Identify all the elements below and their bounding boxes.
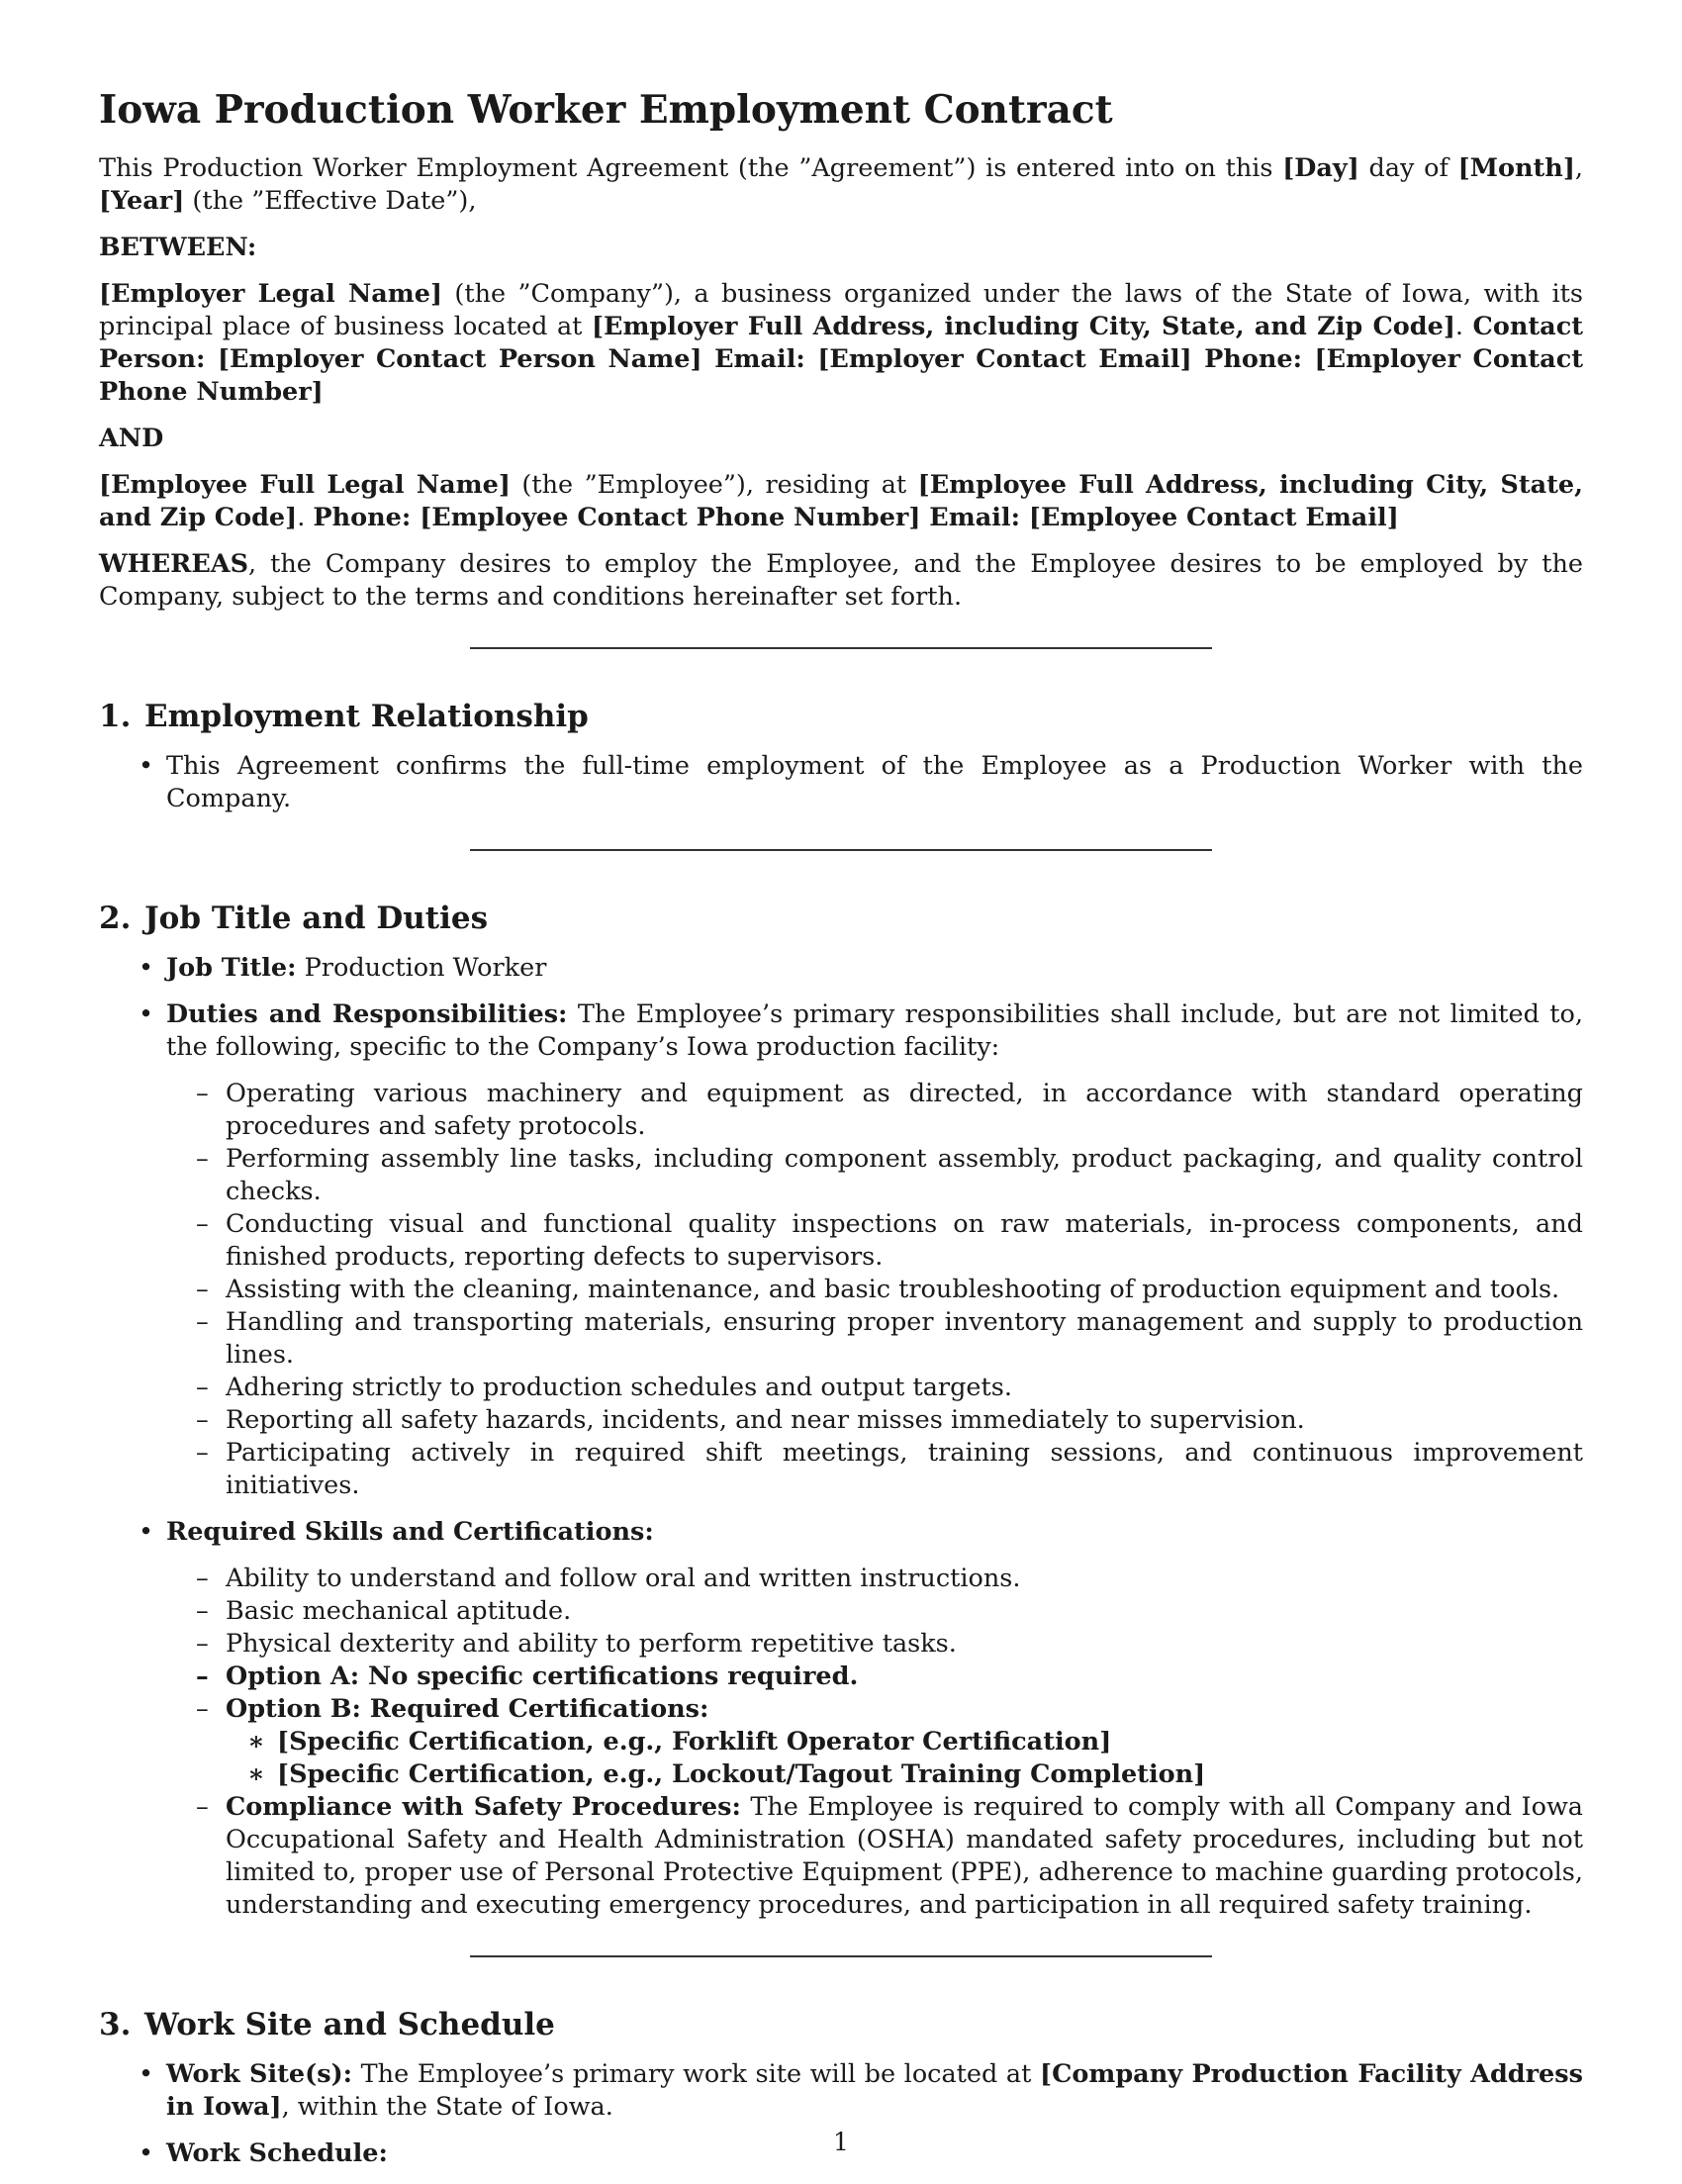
section-1-list bbox=[99, 750, 1583, 815]
option-b-item bbox=[226, 1693, 1583, 1791]
year-placeholder: [Year] bbox=[99, 186, 185, 216]
page-number: 1 bbox=[833, 2128, 849, 2156]
duty-item: – Reporting all safety hazards, incidents, and near misses immediately to supervision. bbox=[226, 1404, 1583, 1437]
employee-address: [Employee Full Address, including City, State, and Zip Code] bbox=[99, 470, 1583, 532]
intro-text: (the ”Effective Date”), bbox=[184, 186, 477, 216]
document-title: Iowa Production Worker Employment Contract bbox=[99, 87, 1113, 133]
work-site-address: [Company Production Facility Address in Iowa] bbox=[166, 2059, 1583, 2122]
section-number: 3. bbox=[99, 2007, 132, 2042]
section-number: 2. bbox=[99, 901, 132, 936]
option-a-item: – Option A: No specific certifications required. bbox=[226, 1661, 1583, 1693]
skill-item: – Basic mechanical aptitude. bbox=[226, 1595, 1583, 1628]
job-title-item bbox=[166, 952, 1583, 985]
between-label: BETWEEN: bbox=[99, 233, 257, 262]
intro-text: day of bbox=[1358, 153, 1458, 183]
work-site-text: The Employee’s primary work site will be located at bbox=[352, 2059, 1040, 2089]
day-placeholder: [Day] bbox=[1282, 153, 1359, 183]
employer-text: (the ”Company”), a business organized under the laws of the State of Iowa, with its principal place of business located at bbox=[99, 279, 1583, 341]
safety-label: Compliance with Safety Procedures: bbox=[226, 1792, 741, 1822]
intro-text: This Production Worker Employment Agreement (the ”Agreement”) is entered into on this bbox=[99, 153, 1283, 183]
and-label: AND bbox=[99, 424, 164, 453]
list-item: • This Agreement confirms the full-time employment of the Employee as a Production Worker with the Company. bbox=[166, 750, 1583, 815]
duties-text: The Employee’s primary responsibilities shall include, but are not limited to, the following, specific to the Company’s Iowa production facility: bbox=[166, 999, 1584, 1062]
duties-item bbox=[166, 998, 1583, 1502]
employer-address: [Employer Full Address, including City, State, and Zip Code] bbox=[591, 312, 1455, 341]
intro-text: , bbox=[1574, 153, 1583, 183]
employer-name: [Employer Legal Name] bbox=[99, 279, 443, 309]
employee-text: . bbox=[297, 503, 314, 532]
section-number: 1. bbox=[99, 699, 132, 734]
whereas-text: , the Company desires to employ the Employee, and the Employee desires to be employed by the Company, subject to the terms and conditions hereinafter set forth. bbox=[99, 549, 1583, 612]
skill-item: – Ability to understand and follow oral and written instructions. bbox=[226, 1563, 1583, 1595]
section-divider bbox=[470, 849, 1212, 851]
employee-contact: Phone: [Employee Contact Phone Number] Email: [Employee Contact Email] bbox=[313, 503, 1399, 532]
duty-item: – Operating various machinery and equipment as directed, in accordance with standard operating procedures and safety protocols. bbox=[226, 1078, 1583, 1143]
month-placeholder: [Month] bbox=[1457, 153, 1575, 183]
section-2-heading bbox=[99, 899, 1583, 938]
certifications-list bbox=[226, 1726, 1583, 1791]
intro-paragraph bbox=[99, 152, 1583, 218]
duties-label: Duties and Responsibilities: bbox=[166, 999, 568, 1029]
section-divider bbox=[470, 1955, 1212, 1957]
work-site-tail: , within the State of Iowa. bbox=[281, 2092, 613, 2122]
section-title: Employment Relationship bbox=[144, 699, 589, 734]
safety-text: The Employee is required to comply with all Company and Iowa Occupational Safety and Health Administration (OSHA) mandated safety procedures, including but not limited to, proper use of Personal Protective Equipment (PPE), adherence to machine guarding protocols, understanding and executing emergency procedures, and participation in all required safety training. bbox=[226, 1792, 1583, 1920]
duty-item: – Conducting visual and functional quality inspections on raw materials, in-process components, and finished products, reporting defects to supervisors. bbox=[226, 1208, 1583, 1274]
employee-text: (the ”Employee”), residing at bbox=[510, 470, 918, 500]
employer-paragraph bbox=[99, 278, 1583, 409]
section-title: Work Site and Schedule bbox=[144, 2007, 555, 2042]
work-site-label: Work Site(s): bbox=[166, 2059, 353, 2089]
duty-item: – Performing assembly line tasks, including component assembly, product packaging, and quality control checks. bbox=[226, 1143, 1583, 1208]
whereas-label: WHEREAS bbox=[99, 549, 248, 579]
skill-item: – Physical dexterity and ability to perform repetitive tasks. bbox=[226, 1628, 1583, 1661]
work-site-item bbox=[166, 2058, 1583, 2124]
employee-paragraph bbox=[99, 469, 1583, 534]
safety-item bbox=[226, 1791, 1583, 1922]
job-title-value: Production Worker bbox=[296, 953, 547, 983]
skills-item bbox=[166, 1516, 1583, 1922]
section-divider bbox=[470, 647, 1212, 649]
section-2-list bbox=[99, 952, 1583, 1922]
duty-item: – Handling and transporting materials, ensuring proper inventory management and supply to production lines. bbox=[226, 1306, 1583, 1372]
whereas-paragraph bbox=[99, 548, 1583, 614]
section-title: Job Title and Duties bbox=[144, 901, 489, 936]
employer-contact: Contact Person: [Employer Contact Person Name] Email: [Employer Contact Email] Phone: [Employer Contact Phone Number] bbox=[99, 312, 1583, 407]
employer-text: . bbox=[1454, 312, 1473, 341]
section-3-heading bbox=[99, 2005, 1583, 2044]
certification-item: ∗ [Specific Certification, e.g., Lockout/Tagout Training Completion] bbox=[277, 1758, 1583, 1791]
duties-list bbox=[166, 1078, 1583, 1502]
employee-name: [Employee Full Legal Name] bbox=[99, 470, 511, 500]
duty-item: – Participating actively in required shift meetings, training sessions, and continuous improvement initiatives. bbox=[226, 1437, 1583, 1502]
work-schedule-label: Work Schedule: bbox=[166, 2138, 388, 2168]
duty-item: – Assisting with the cleaning, maintenance, and basic troubleshooting of production equipment and tools. bbox=[226, 1274, 1583, 1306]
document-page bbox=[99, 87, 1583, 2184]
skills-label: Required Skills and Certifications: bbox=[166, 1517, 654, 1547]
section-1-heading bbox=[99, 697, 1583, 736]
skills-list bbox=[166, 1563, 1583, 1922]
job-title-label: Job Title: bbox=[166, 953, 297, 983]
duty-item: – Adhering strictly to production schedules and output targets. bbox=[226, 1372, 1583, 1404]
certification-item: ∗ [Specific Certification, e.g., Forklift Operator Certification] bbox=[277, 1726, 1583, 1758]
option-b-label: Option B: Required Certifications: bbox=[226, 1694, 709, 1724]
